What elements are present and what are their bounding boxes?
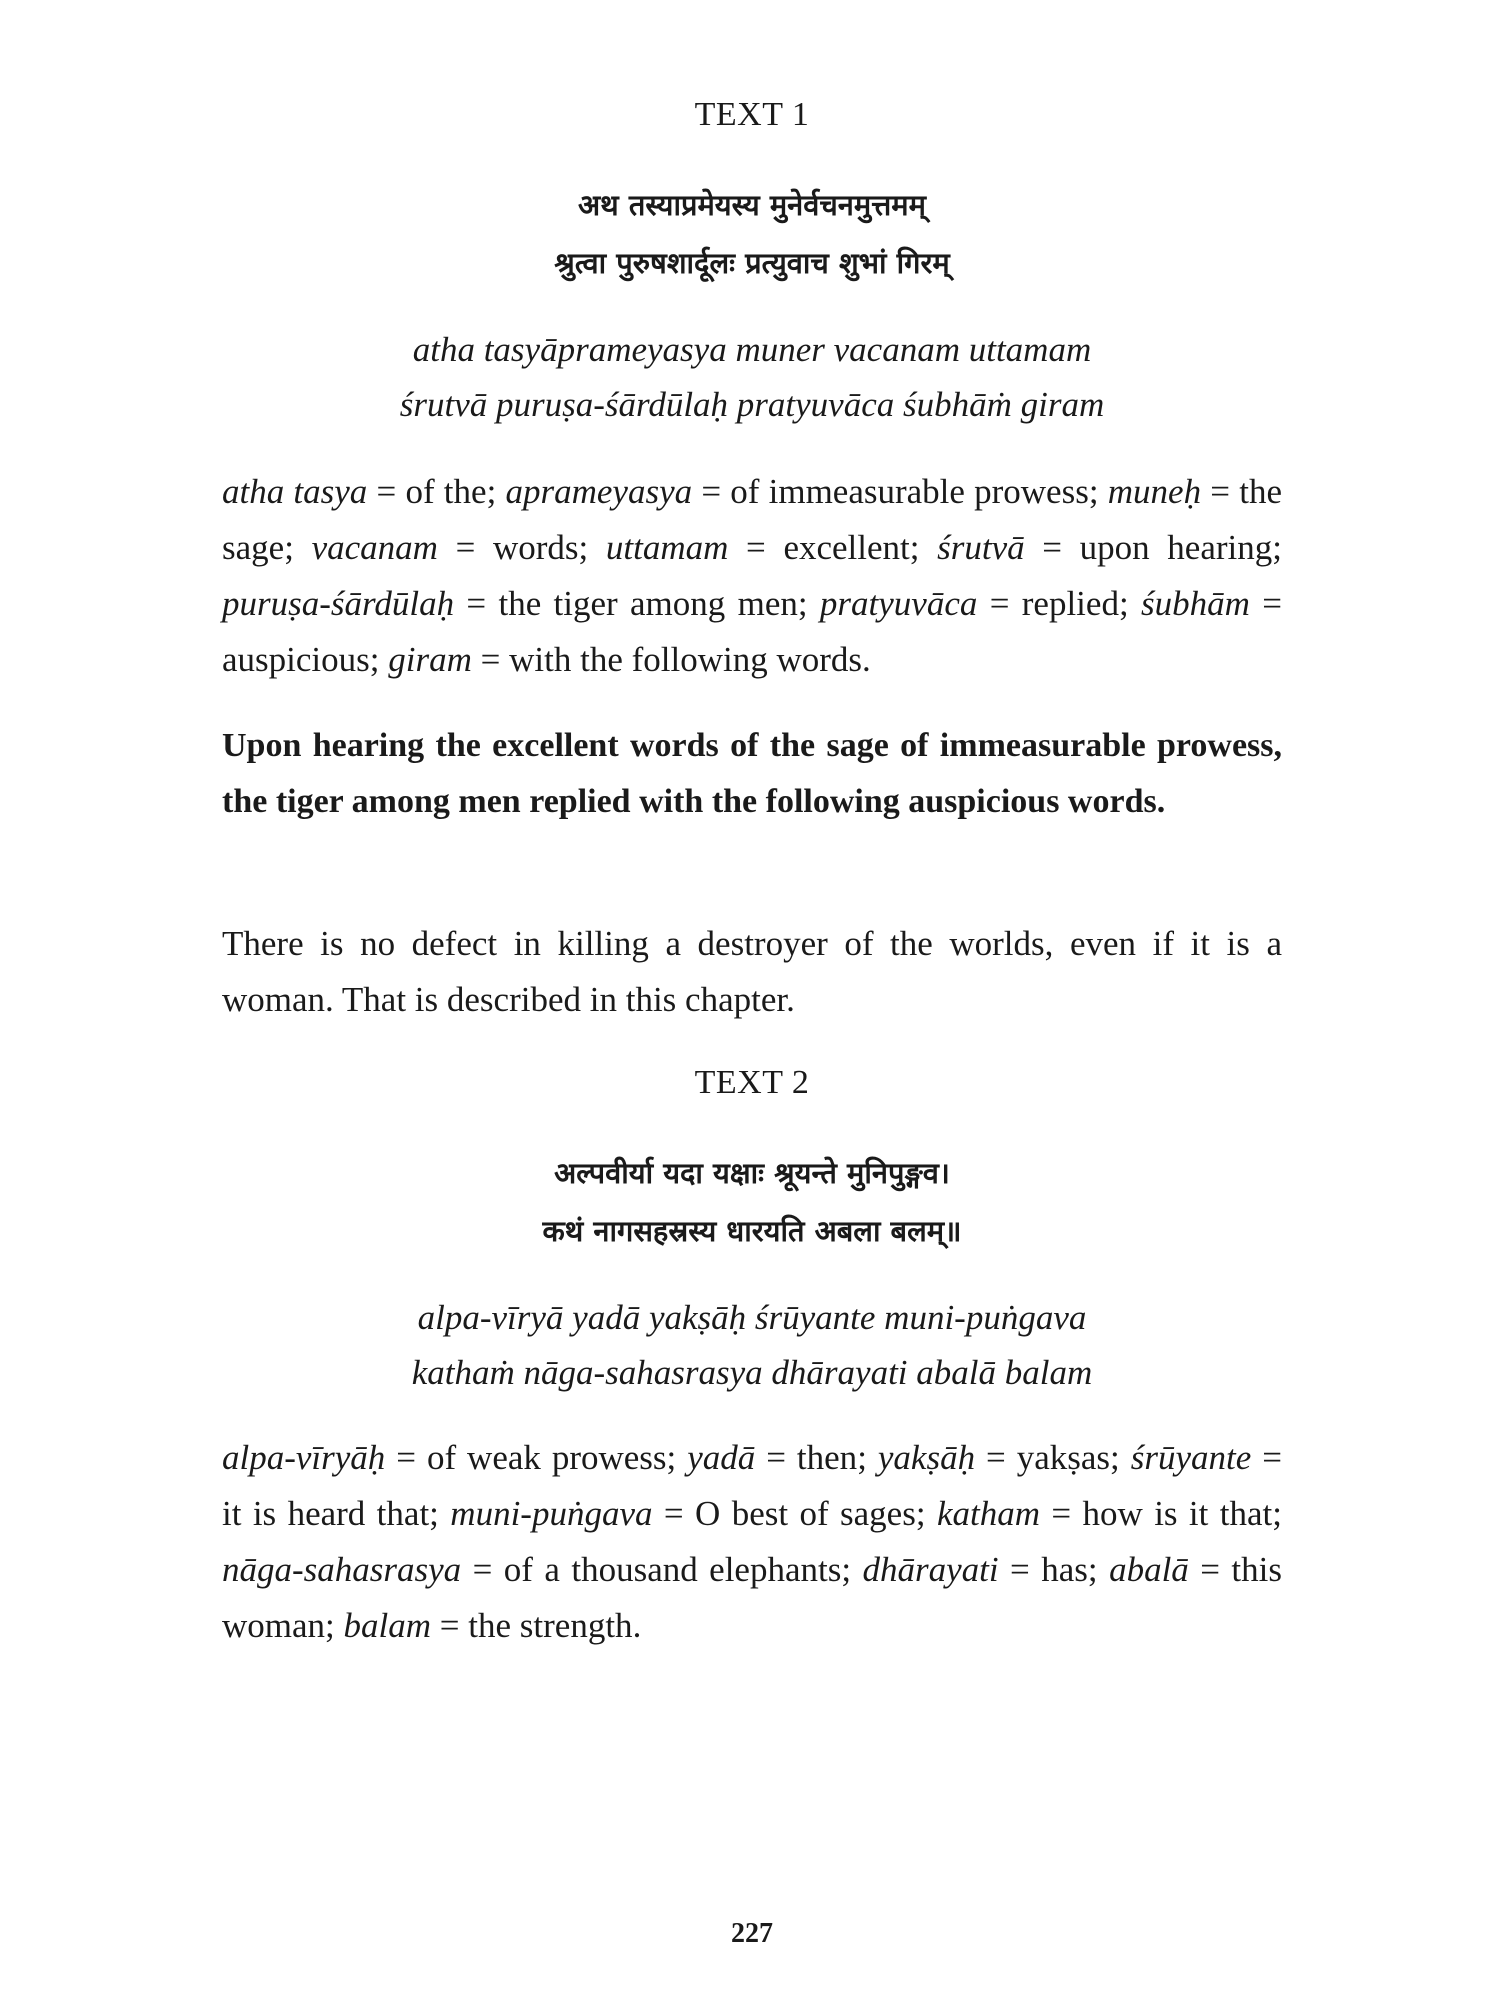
synonym-meaning: how is it that <box>1082 1494 1273 1533</box>
synonym-meaning: yakṣas <box>1016 1438 1111 1477</box>
synonym-meaning: upon hearing <box>1079 528 1273 567</box>
synonym-word: yadā <box>687 1438 756 1477</box>
sanskrit-line: श्रुत्वा पुरुषशार्दूलः प्रत्युवाच शुभां गिरम् <box>554 246 950 280</box>
text-2-synonyms: alpa-vīryāḥ = of weak prowess; yadā = then; yakṣāḥ = yakṣas; śrūyante = it is heard that; muni-puṅgava = O best of sages; katham = how is it that; nāga-sahasrasya = of a thousand elephants; dhārayati = has; abalā = this woman; balam = the strength. <box>222 1438 1282 1645</box>
synonym-word: dhārayati <box>862 1550 999 1589</box>
page-number: 227 <box>731 1918 773 1949</box>
synonym-word: śrutvā <box>937 528 1025 567</box>
synonym-word: balam <box>343 1606 432 1645</box>
synonym-meaning: with the following words <box>509 640 863 679</box>
synonym-word: vacanam <box>311 528 438 567</box>
synonym-meaning: O best of sages <box>695 1494 916 1533</box>
synonym-word: yakṣāḥ <box>877 1438 976 1477</box>
transliteration-line: alpa-vīryā yadā yakṣāḥ śrūyante muni-puṅgava <box>417 1298 1087 1337</box>
synonym-meaning: then <box>796 1438 858 1477</box>
synonym-meaning: it is heard that <box>222 1494 430 1533</box>
synonym-word: nāga-sahasrasya <box>222 1550 462 1589</box>
transliteration-line: śrutvā puruṣa-śārdūlaḥ pratyuvāca śubhāṁ giram <box>399 385 1105 424</box>
synonym-word: aprameyasya <box>505 472 693 511</box>
book-page <box>222 0 1282 2000</box>
synonym-meaning: of weak prowess <box>426 1438 667 1477</box>
sanskrit-line: अथ तस्याप्रमेयस्य मुनेर्वचनमुत्तमम् <box>578 188 926 222</box>
synonym-word: śrūyante <box>1130 1438 1252 1477</box>
synonym-word: atha tasya <box>222 472 368 511</box>
synonym-meaning: the strength <box>468 1606 633 1645</box>
text-2-sanskrit-verse <box>222 1144 1282 1260</box>
text-1-synonyms: atha tasya = of the; aprameyasya = of immeasurable prowess; muneḥ = the sage; vacanam = words; uttamam = excellent; śrutvā = upon hearing; puruṣa-śārdūlaḥ = the tiger among men; pratyuvāca = replied; śubhām = auspicious; giram = with the following words. <box>222 472 1282 679</box>
synonym-meaning: excellent <box>783 528 910 567</box>
synonym-meaning: words <box>492 528 579 567</box>
text-2-heading: TEXT 2 <box>694 1064 810 1101</box>
synonym-word: katham <box>936 1494 1040 1533</box>
synonym-word: uttamam <box>605 528 729 567</box>
text-1-heading: TEXT 1 <box>694 96 810 133</box>
synonym-word: pratyuvāca <box>819 584 978 623</box>
synonym-meaning: auspicious <box>222 640 370 679</box>
synonym-meaning: of immeasurable prowess <box>730 472 1089 511</box>
synonym-word: puruṣa-śārdūlaḥ <box>222 584 455 623</box>
text-1-sanskrit-verse <box>222 176 1282 292</box>
text-1-purport: There is no defect in killing a destroyer of the worlds, even if it is a woman. That is described in this chapter. <box>222 924 1282 1019</box>
transliteration-line: atha tasyāprameyasya muner vacanam uttamam <box>412 330 1092 369</box>
synonym-word: śubhām <box>1141 584 1250 623</box>
synonym-meaning: replied <box>1021 584 1119 623</box>
text-1-translation: Upon hearing the excellent words of the sage of immeasurable prowess, the tiger among men replied with the following auspicious words. <box>222 727 1282 820</box>
synonym-meaning: the tiger among men <box>498 584 798 623</box>
synonym-meaning: has <box>1041 1550 1088 1589</box>
synonym-word: alpa-vīryāḥ <box>222 1438 386 1477</box>
synonym-meaning: of a thousand elephants <box>503 1550 842 1589</box>
text-2-transliteration <box>222 1290 1282 1400</box>
synonym-meaning: of the <box>405 472 487 511</box>
synonym-word: giram <box>388 640 472 679</box>
transliteration-line: kathaṁ nāga-sahasrasya dhārayati abalā balam <box>411 1353 1093 1392</box>
text-1-transliteration <box>222 322 1282 432</box>
synonym-meaning: the sage <box>222 472 1282 567</box>
sanskrit-line: अल्पवीर्या यदा यक्षाः श्रूयन्ते मुनिपुङ्गव। <box>554 1156 950 1190</box>
synonym-word: muni-puṅgava <box>450 1494 653 1533</box>
synonym-word: abalā <box>1109 1550 1189 1589</box>
sanskrit-line: कथं नागसहस्रस्य धारयति अबला बलम्॥ <box>542 1214 962 1248</box>
synonym-word: muneḥ <box>1107 472 1202 511</box>
synonym-meaning: this woman <box>222 1550 1282 1645</box>
